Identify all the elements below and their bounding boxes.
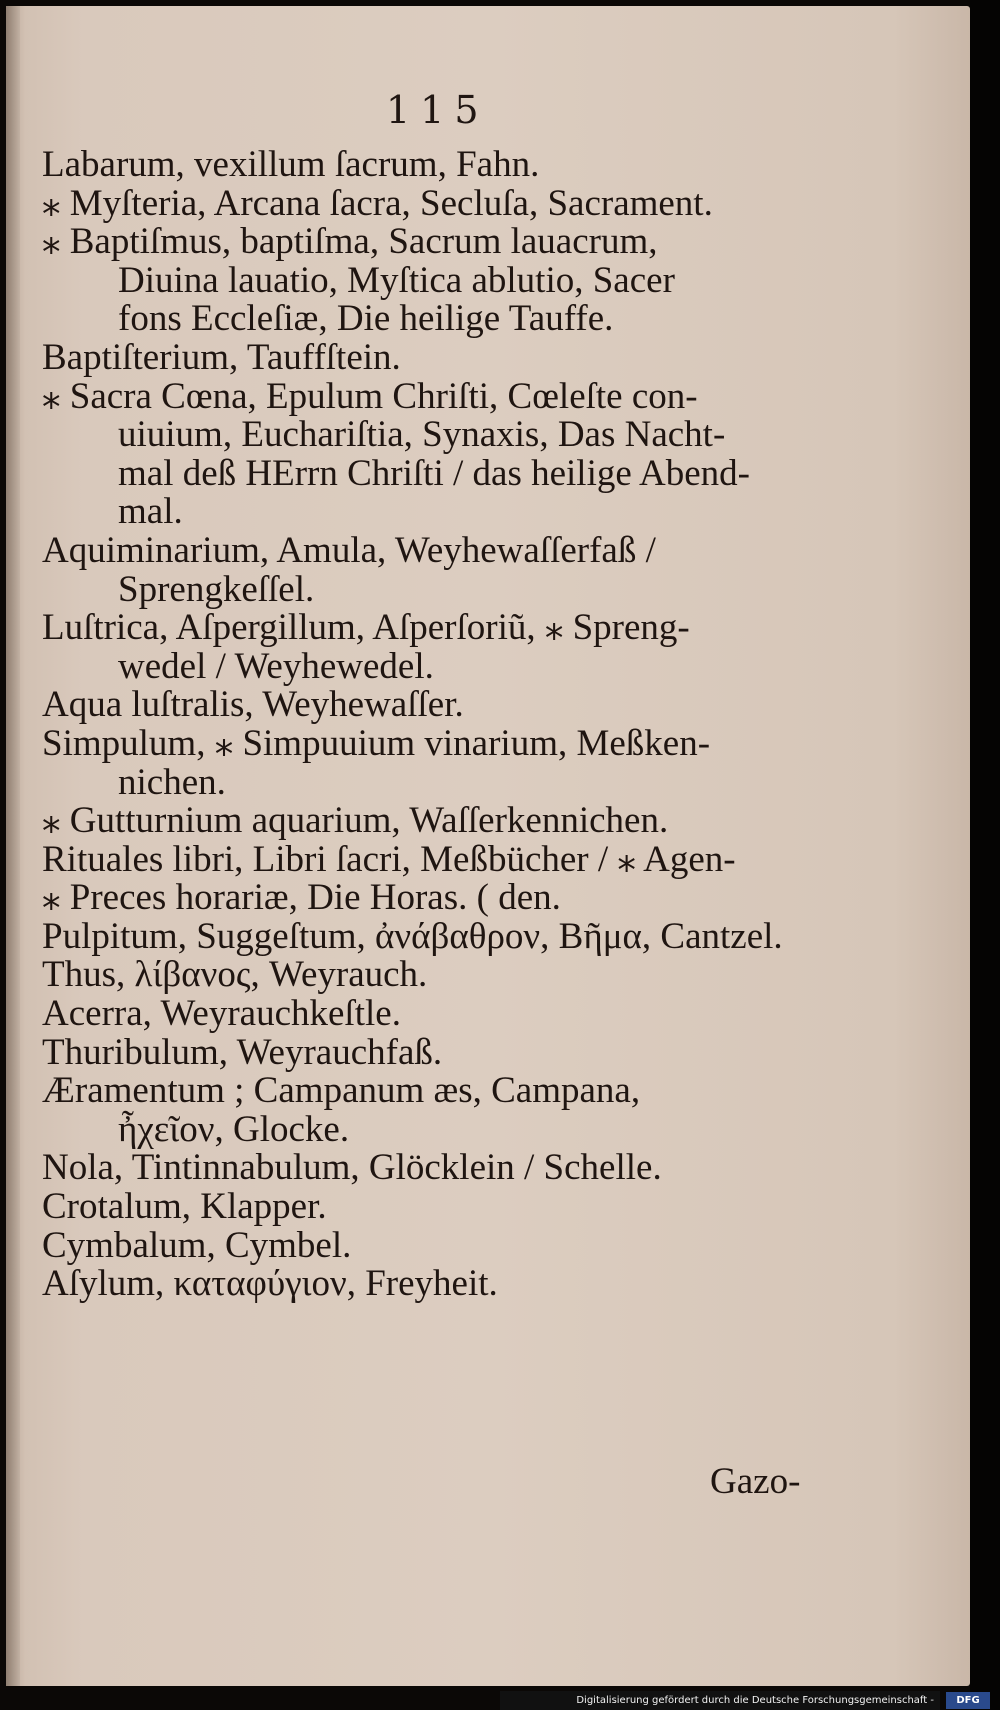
- text-line: Rituales libri, Libri ſacri, Meßbücher / ⁎ Agen-: [42, 838, 736, 880]
- text-line: ⁎ Preces horariæ, Die Horas. ( den.: [42, 877, 561, 919]
- text-line: Simpulum, ⁎ Simpuuium vinarium, Meßken-: [42, 722, 711, 764]
- catchword: Gazo-: [710, 1461, 801, 1502]
- dfg-logo: DFG: [946, 1692, 990, 1709]
- text-line: Æramentum ; Campanum æs, Campana,: [42, 1070, 641, 1112]
- text-line: uiuium, Euchariſtia, Synaxis, Das Nacht-: [118, 414, 726, 456]
- text-line: ⁎ Baptiſmus, baptiſma, Sacrum lauacrum,: [42, 221, 658, 263]
- text-line: wedel / Weyhewedel.: [118, 645, 434, 687]
- text-line: Crotalum, Klapper.: [42, 1186, 327, 1228]
- book-page: [6, 6, 970, 1686]
- digitization-credit: Digitalisierung gefördert durch die Deutsche Forschungsgemeinschaft -: [500, 1691, 940, 1710]
- text-line: Labarum, vexillum ſacrum, Fahn.: [42, 144, 540, 185]
- text-line: Cymbalum, Cymbel.: [42, 1224, 352, 1266]
- text-line: Baptiſterium, Tauffſtein.: [42, 336, 401, 378]
- page-number: 115: [386, 88, 489, 132]
- text-line: Nola, Tintinnabulum, Glöcklein / Schelle.: [42, 1147, 662, 1189]
- page-gutter: [6, 6, 20, 1686]
- text-line: Thus, λίβανος, Weyrauch.: [42, 954, 428, 996]
- text-line: Aqua luſtralis, Weyhewaſſer.: [42, 684, 464, 726]
- text-line: mal.: [118, 491, 183, 533]
- glossary-text: [42, 146, 932, 1304]
- scan-border: [970, 0, 1000, 1710]
- text-line: Luſtrica, Aſpergillum, Aſperſoriũ, ⁎ Spreng-: [42, 607, 690, 649]
- text-line: ἦχεῖον, Glocke.: [118, 1108, 350, 1150]
- text-line: Pulpitum, Suggeſtum, ἀνάβαθρον, Βῆμα, Cantzel.: [42, 915, 783, 957]
- text-line: fons Eccleſiæ, Die heilige Tauffe.: [118, 298, 614, 340]
- text-line: Aquiminarium, Amula, Weyhewaſſerfaß /: [42, 529, 656, 571]
- text-line: Sprengkeſſel.: [118, 568, 315, 610]
- text-line: ⁎ Sacra Cœna, Epulum Chriſti, Cœleſte con-: [42, 375, 698, 417]
- text-line: Aſylum, καταφύγιον, Freyheit.: [42, 1263, 498, 1305]
- text-line: Thuribulum, Weyrauchfaß.: [42, 1031, 443, 1073]
- text-line: Acerra, Weyrauchkeſtle.: [42, 993, 401, 1035]
- text-line: ⁎ Gutturnium aquarium, Waſſerkennichen.: [42, 800, 669, 842]
- text-line: Diuina lauatio, Myſtica ablutio, Sacer: [118, 259, 675, 301]
- text-line: mal deß HErrn Chriſti / das heilige Abend-: [118, 452, 750, 494]
- text-line: nichen.: [118, 761, 226, 803]
- text-line: ⁎ Myſteria, Arcana ſacra, Secluſa, Sacrament.: [42, 182, 713, 224]
